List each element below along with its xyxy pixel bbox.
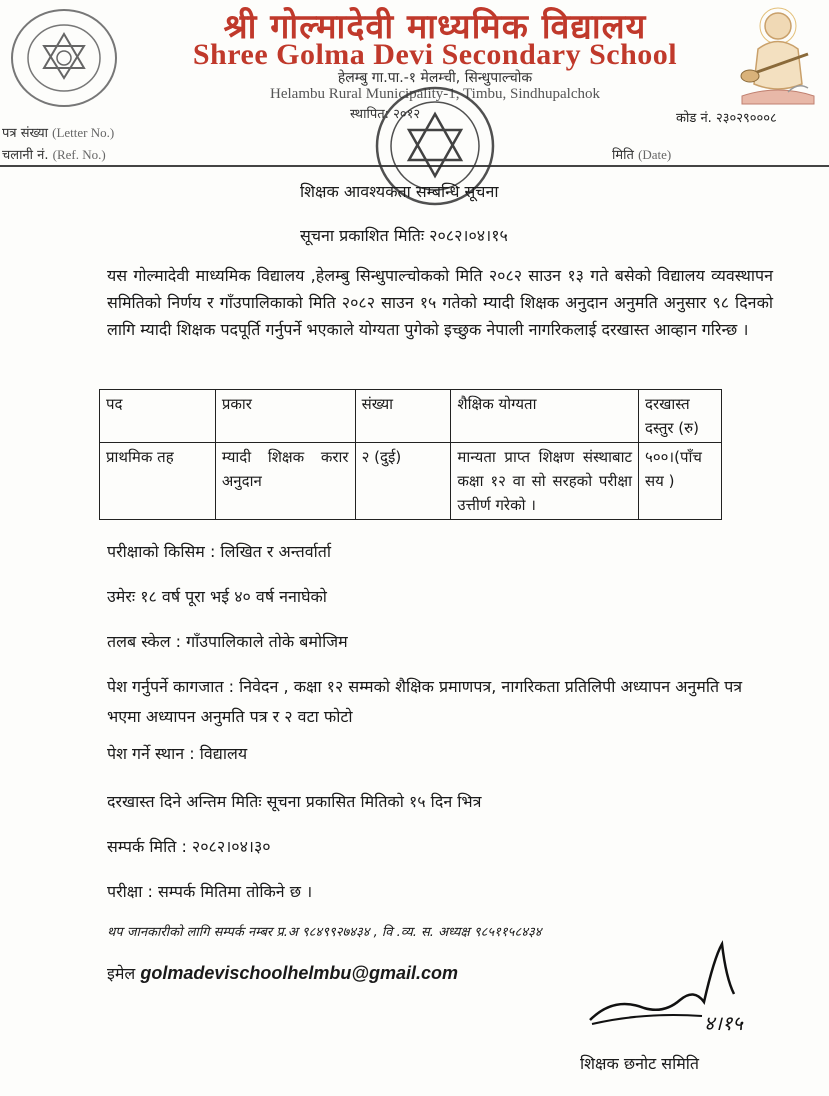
table-header-cell: संख्या <box>355 390 451 443</box>
application-deadline: दरखास्त दिने अन्तिम मितिः सूचना प्रकासित मितिको १५ दिन भित्र <box>107 792 482 811</box>
code-label: कोड नं. <box>676 111 712 126</box>
table-row <box>100 443 722 520</box>
table-cell-fee: ५००।(पाँच सय ) <box>639 443 722 520</box>
address-nepali: हेलम्बु गा.पा.-१ मेलम्ची, सिन्धुपाल्चोक <box>337 70 533 86</box>
reference-number-field <box>2 145 106 163</box>
signature-icon <box>584 938 774 1038</box>
table-cell-qualification: मान्यता प्राप्त शिक्षण संस्थाबाट कक्षा १२ वा सो सरहको परीक्षा उत्तीर्ण गरेको । <box>451 443 639 520</box>
date-label: मिति <box>612 148 634 163</box>
table-cell-count: २ (दुई) <box>355 443 451 520</box>
required-documents: पेश गर्नुपर्ने कागजात : निवेदन , कक्षा १२ सम्मको शैक्षिक प्रमाणपत्र, नागरिकता प्रतिलिपी अध्यापन अनुमति पत्र भएमा अध्यापन अनुमति पत्र र २ वटा फोटो <box>107 677 743 726</box>
reference-number-label-en: (Ref. No.) <box>52 147 106 162</box>
email-line <box>107 962 458 984</box>
address-english: Helambu Rural Municipality-1, Timbu, Sindhupalchok <box>270 86 600 102</box>
table-header-cell: प्रकार <box>215 390 355 443</box>
letter-number-label: पत्र संख्या <box>2 126 48 141</box>
school-emblem-icon <box>8 6 120 110</box>
table-header-cell: दरखास्त दस्तुर (रु) <box>639 390 722 443</box>
contact-phones: थप जानकारीको लागि सम्पर्क नम्बर प्र.अ ९८४९९२७४३४ , वि .व्य. स. अध्यक्ष ९८५११५८४३४ <box>107 925 542 940</box>
table-header-row <box>100 390 722 443</box>
school-name-english: Shree Golma Devi Secondary School <box>192 38 678 71</box>
letter-number-label-en: (Letter No.) <box>52 125 115 140</box>
saraswati-icon <box>728 4 826 108</box>
date-field <box>612 145 671 163</box>
date-label-en: (Date) <box>638 147 672 162</box>
age-requirement: उमेरः १८ वर्ष पूरा भई ४० वर्ष ननाघेको <box>107 587 327 606</box>
email-label: इमेल <box>107 964 136 983</box>
reference-number-label: चलानी नं. <box>2 148 49 163</box>
established-year: स्थापित: २०१२ <box>350 107 421 122</box>
email-address[interactable]: golmadevischoolhelmbu@gmail.com <box>140 963 458 983</box>
signing-committee: शिक्षक छनोट समिति <box>580 1054 700 1073</box>
intro-paragraph: यस गोल्मादेवी माध्यमिक विद्यालय ,हेलम्बु सिन्धुपाल्चोकको मिति २०८२ साउन १३ गते बसेको विद्यालय व्यवस्थापन समितिको निर्णय र गाँउपालिकाको मिति २०८२ साउन १५ गतेको म्यादी शिक्षक अनुदान अनुमति अनुसार ९८ दिनको लागि म्यादी शिक्षक पदपूर्ति गर्नुपर्ने भएकाले योग्यता पुगेको इच्छुक नेपाली नागरिकलाई दरखास्त आव्हान गरिन्छ । <box>107 266 773 339</box>
table-cell-type: म्यादी शिक्षक करार अनुदान <box>215 443 355 520</box>
school-code <box>676 108 777 126</box>
notice-title: शिक्षक आवश्यकता सम्बन्धि सूचना <box>300 182 499 201</box>
submission-place: पेश गर्ने स्थान : विद्यालय <box>107 744 248 763</box>
contact-date: सम्पर्क मिति : २०८२।०४।३० <box>107 837 271 856</box>
published-date: सूचना प्रकाशित मितिः २०८२।०४।१५ <box>300 226 508 245</box>
school-name-nepali: श्री गोल्मादेवी माध्यमिक विद्यालय <box>223 7 647 47</box>
exam-date: परीक्षा : सम्पर्क मितिमा तोकिने छ । <box>107 882 313 901</box>
letter-number-field <box>2 123 114 141</box>
table-header-cell: पद <box>100 390 216 443</box>
exam-type: परीक्षाको किसिम : लिखित र अन्तर्वार्ता <box>107 542 332 561</box>
table-header-cell: शैक्षिक योग्यता <box>451 390 639 443</box>
code-value: २३०२९०००८ <box>715 111 777 126</box>
table-cell-post: प्राथमिक तह <box>100 443 216 520</box>
signature-date: ४।१५ <box>704 1011 743 1035</box>
vacancy-table <box>99 389 722 520</box>
salary-scale: तलब स्केल : गाँउपालिकाले तोके बमोजिम <box>107 632 348 651</box>
